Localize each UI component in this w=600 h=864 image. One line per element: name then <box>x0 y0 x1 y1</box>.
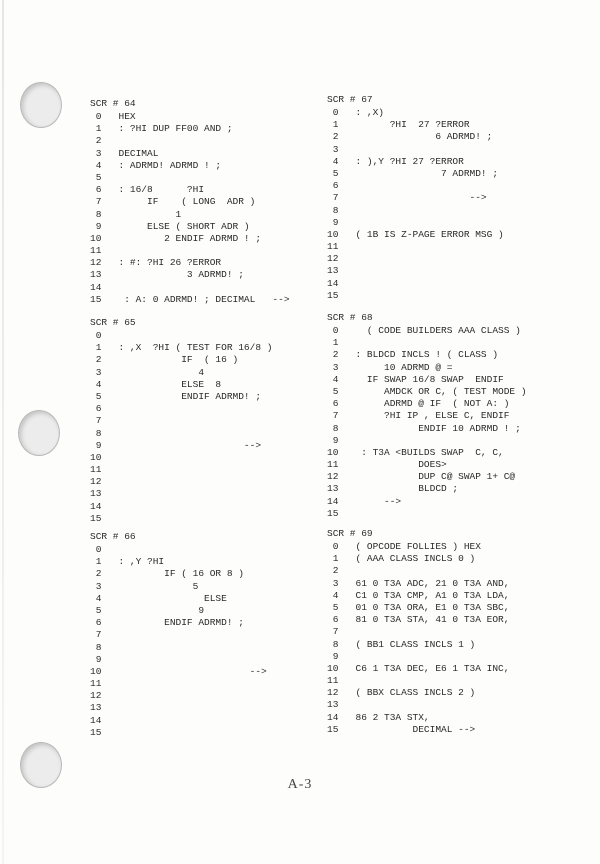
code-line: 5 ENDIF ADRMD! ; <box>90 390 262 402</box>
code-line: 14 <box>90 281 102 293</box>
code-line: 14 <box>90 500 102 512</box>
code-line: 10 ( 1B IS Z-PAGE ERROR MSG ) <box>327 228 504 240</box>
code-line: 7 ?HI IP , ELSE C, ENDIF <box>327 410 510 422</box>
code-line: 5 <box>90 171 102 183</box>
screen-68 <box>327 312 587 520</box>
code-line: 1 : ,Y ?HI <box>90 556 165 568</box>
code-line: 2 : BLDCD INCLS ! ( CLASS ) <box>327 349 499 361</box>
code-line: 5 01 0 T3A ORA, E1 0 T3A SBC, <box>327 601 510 613</box>
screen-lines <box>327 107 587 302</box>
code-line: 7 <box>90 629 102 641</box>
code-line: 4 : ),Y ?HI 27 ?ERROR <box>327 155 464 167</box>
code-line: 11 <box>327 241 339 253</box>
code-line: 13 BLDCD ; <box>327 483 459 495</box>
code-line: 3 61 0 T3A ADC, 21 0 T3A AND, <box>327 577 510 589</box>
code-line: 13 <box>327 265 339 277</box>
code-line: 5 AMDCK OR C, ( TEST MODE ) <box>327 385 527 397</box>
screen-title: SCR # 67 <box>327 94 373 105</box>
code-line: 6 : 16/8 ?HI <box>90 184 205 196</box>
code-line: 11 <box>90 245 102 257</box>
code-line: 3 DECIMAL <box>90 147 159 159</box>
code-line: 0 ( OPCODE FOLLIES ) HEX <box>327 541 481 552</box>
code-line: 4 C1 0 T3A CMP, A1 0 T3A LDA, <box>327 589 510 601</box>
code-line: 15 <box>327 289 339 301</box>
code-line: 10 C6 1 T3A DEC, E6 1 T3A INC, <box>327 662 510 674</box>
page-edge-shadow <box>2 0 4 864</box>
code-line: 12 ( BBX CLASS INCLS 2 ) <box>327 687 476 699</box>
code-line: 0 <box>90 330 102 341</box>
screen-title: SCR # 64 <box>90 98 136 109</box>
page-number: A-3 <box>287 777 313 792</box>
screen-lines <box>327 541 587 736</box>
screen-title: SCR # 69 <box>327 528 373 539</box>
code-line: 8 ENDIF 10 ADRMD ! ; <box>327 422 521 434</box>
code-line: 6 ENDIF ADRMD! ; <box>90 617 244 629</box>
code-line: 10 : T3A <BUILDS SWAP C, C, <box>327 446 504 458</box>
code-line: 14 --> <box>327 495 402 507</box>
code-line: 9 <box>327 434 339 446</box>
code-line: 0 HEX <box>90 111 136 122</box>
code-line: 9 --> <box>90 439 262 451</box>
code-line: 3 5 <box>90 580 199 592</box>
screen-lines <box>327 325 587 520</box>
screen-lines <box>90 330 350 525</box>
code-line: 9 <box>327 650 339 662</box>
screen-67 <box>327 94 587 302</box>
screen-title: SCR # 68 <box>327 312 373 323</box>
code-line: 3 4 <box>90 366 205 378</box>
code-line: 0 : ,X) <box>327 107 385 118</box>
code-line: 6 <box>90 403 102 415</box>
code-line: 2 IF ( 16 OR 8 ) <box>90 568 244 580</box>
code-line: 0 ( CODE BUILDERS AAA CLASS ) <box>327 325 521 336</box>
code-line: 3 10 ADRMD @ = <box>327 361 453 373</box>
code-line: 2 IF ( 16 ) <box>90 354 239 366</box>
screen-title: SCR # 66 <box>90 531 136 542</box>
code-line: 14 <box>90 714 102 726</box>
screen-lines <box>90 111 350 306</box>
code-line: 5 7 ADRMD! ; <box>327 167 499 179</box>
code-line: 7 --> <box>327 192 487 204</box>
code-line: 8 <box>90 427 102 439</box>
code-line: 7 <box>327 626 339 638</box>
code-line: 12 : #: ?HI 26 ?ERROR <box>90 257 222 269</box>
screen-66 <box>90 531 350 739</box>
code-line: 12 <box>90 476 102 488</box>
code-line: 15 DECIMAL --> <box>327 723 476 735</box>
code-line: 15 <box>90 512 102 524</box>
punch-hole-top <box>20 82 62 128</box>
code-line: 14 <box>327 277 339 289</box>
code-line: 3 <box>327 143 339 155</box>
screen-title: SCR # 65 <box>90 317 136 328</box>
code-line: 10 --> <box>90 665 267 677</box>
code-line: 11 <box>90 464 102 476</box>
code-line: 1 : ?HI DUP FF00 AND ; <box>90 123 233 135</box>
code-line: 6 <box>327 180 339 192</box>
code-line: 2 <box>327 565 339 577</box>
code-line: 7 IF ( LONG ADR ) <box>90 196 256 208</box>
code-line: 10 <box>90 451 102 463</box>
code-line: 13 3 ADRMD! ; <box>90 269 244 281</box>
punch-hole-middle <box>18 410 60 456</box>
code-line: 7 <box>90 415 102 427</box>
code-line: 5 9 <box>90 604 205 616</box>
code-line: 13 <box>327 699 339 711</box>
code-line: 1 <box>327 337 339 349</box>
code-line: 12 <box>327 253 339 265</box>
code-line: 8 ( BB1 CLASS INCLS 1 ) <box>327 638 476 650</box>
code-line: 9 ELSE ( SHORT ADR ) <box>90 220 250 232</box>
code-line: 12 DUP C@ SWAP 1+ C@ <box>327 471 516 483</box>
code-line: 4 IF SWAP 16/8 SWAP ENDIF <box>327 373 504 385</box>
code-line: 8 <box>327 204 339 216</box>
code-line: 11 <box>327 675 339 687</box>
code-line: 6 ADRMD @ IF ( NOT A: ) <box>327 398 510 410</box>
code-line: 1 ?HI 27 ?ERROR <box>327 119 470 131</box>
code-line: 8 <box>90 641 102 653</box>
code-line: 13 <box>90 488 102 500</box>
screen-65 <box>90 317 350 525</box>
code-line: 9 <box>327 216 339 228</box>
code-line: 4 ELSE <box>90 592 227 604</box>
code-line: 9 <box>90 653 102 665</box>
code-line: 0 <box>90 544 102 555</box>
screen-lines <box>90 544 350 739</box>
code-line: 11 <box>90 678 102 690</box>
code-line: 1 : ,X ?HI ( TEST FOR 16/8 ) <box>90 342 273 354</box>
screen-69 <box>327 528 587 736</box>
code-line: 15 : A: 0 ADRMD! ; DECIMAL --> <box>90 293 290 305</box>
code-line: 4 : ADRMD! ADRMD ! ; <box>90 159 222 171</box>
code-line: 6 81 0 T3A STA, 41 0 T3A EOR, <box>327 614 510 626</box>
code-line: 4 ELSE 8 <box>90 378 222 390</box>
code-line: 15 <box>90 726 102 738</box>
code-line: 13 <box>90 702 102 714</box>
code-line: 15 <box>327 507 339 519</box>
code-line: 11 DOES> <box>327 459 447 471</box>
code-line: 1 ( AAA CLASS INCLS 0 ) <box>327 553 476 565</box>
code-line: 2 6 ADRMD! ; <box>327 131 493 143</box>
code-line: 10 2 ENDIF ADRMD ! ; <box>90 232 262 244</box>
code-line: 12 <box>90 690 102 702</box>
code-line: 8 1 <box>90 208 182 220</box>
code-line: 2 <box>90 135 102 147</box>
code-line: 14 86 2 T3A STX, <box>327 711 430 723</box>
screen-64 <box>90 98 350 306</box>
